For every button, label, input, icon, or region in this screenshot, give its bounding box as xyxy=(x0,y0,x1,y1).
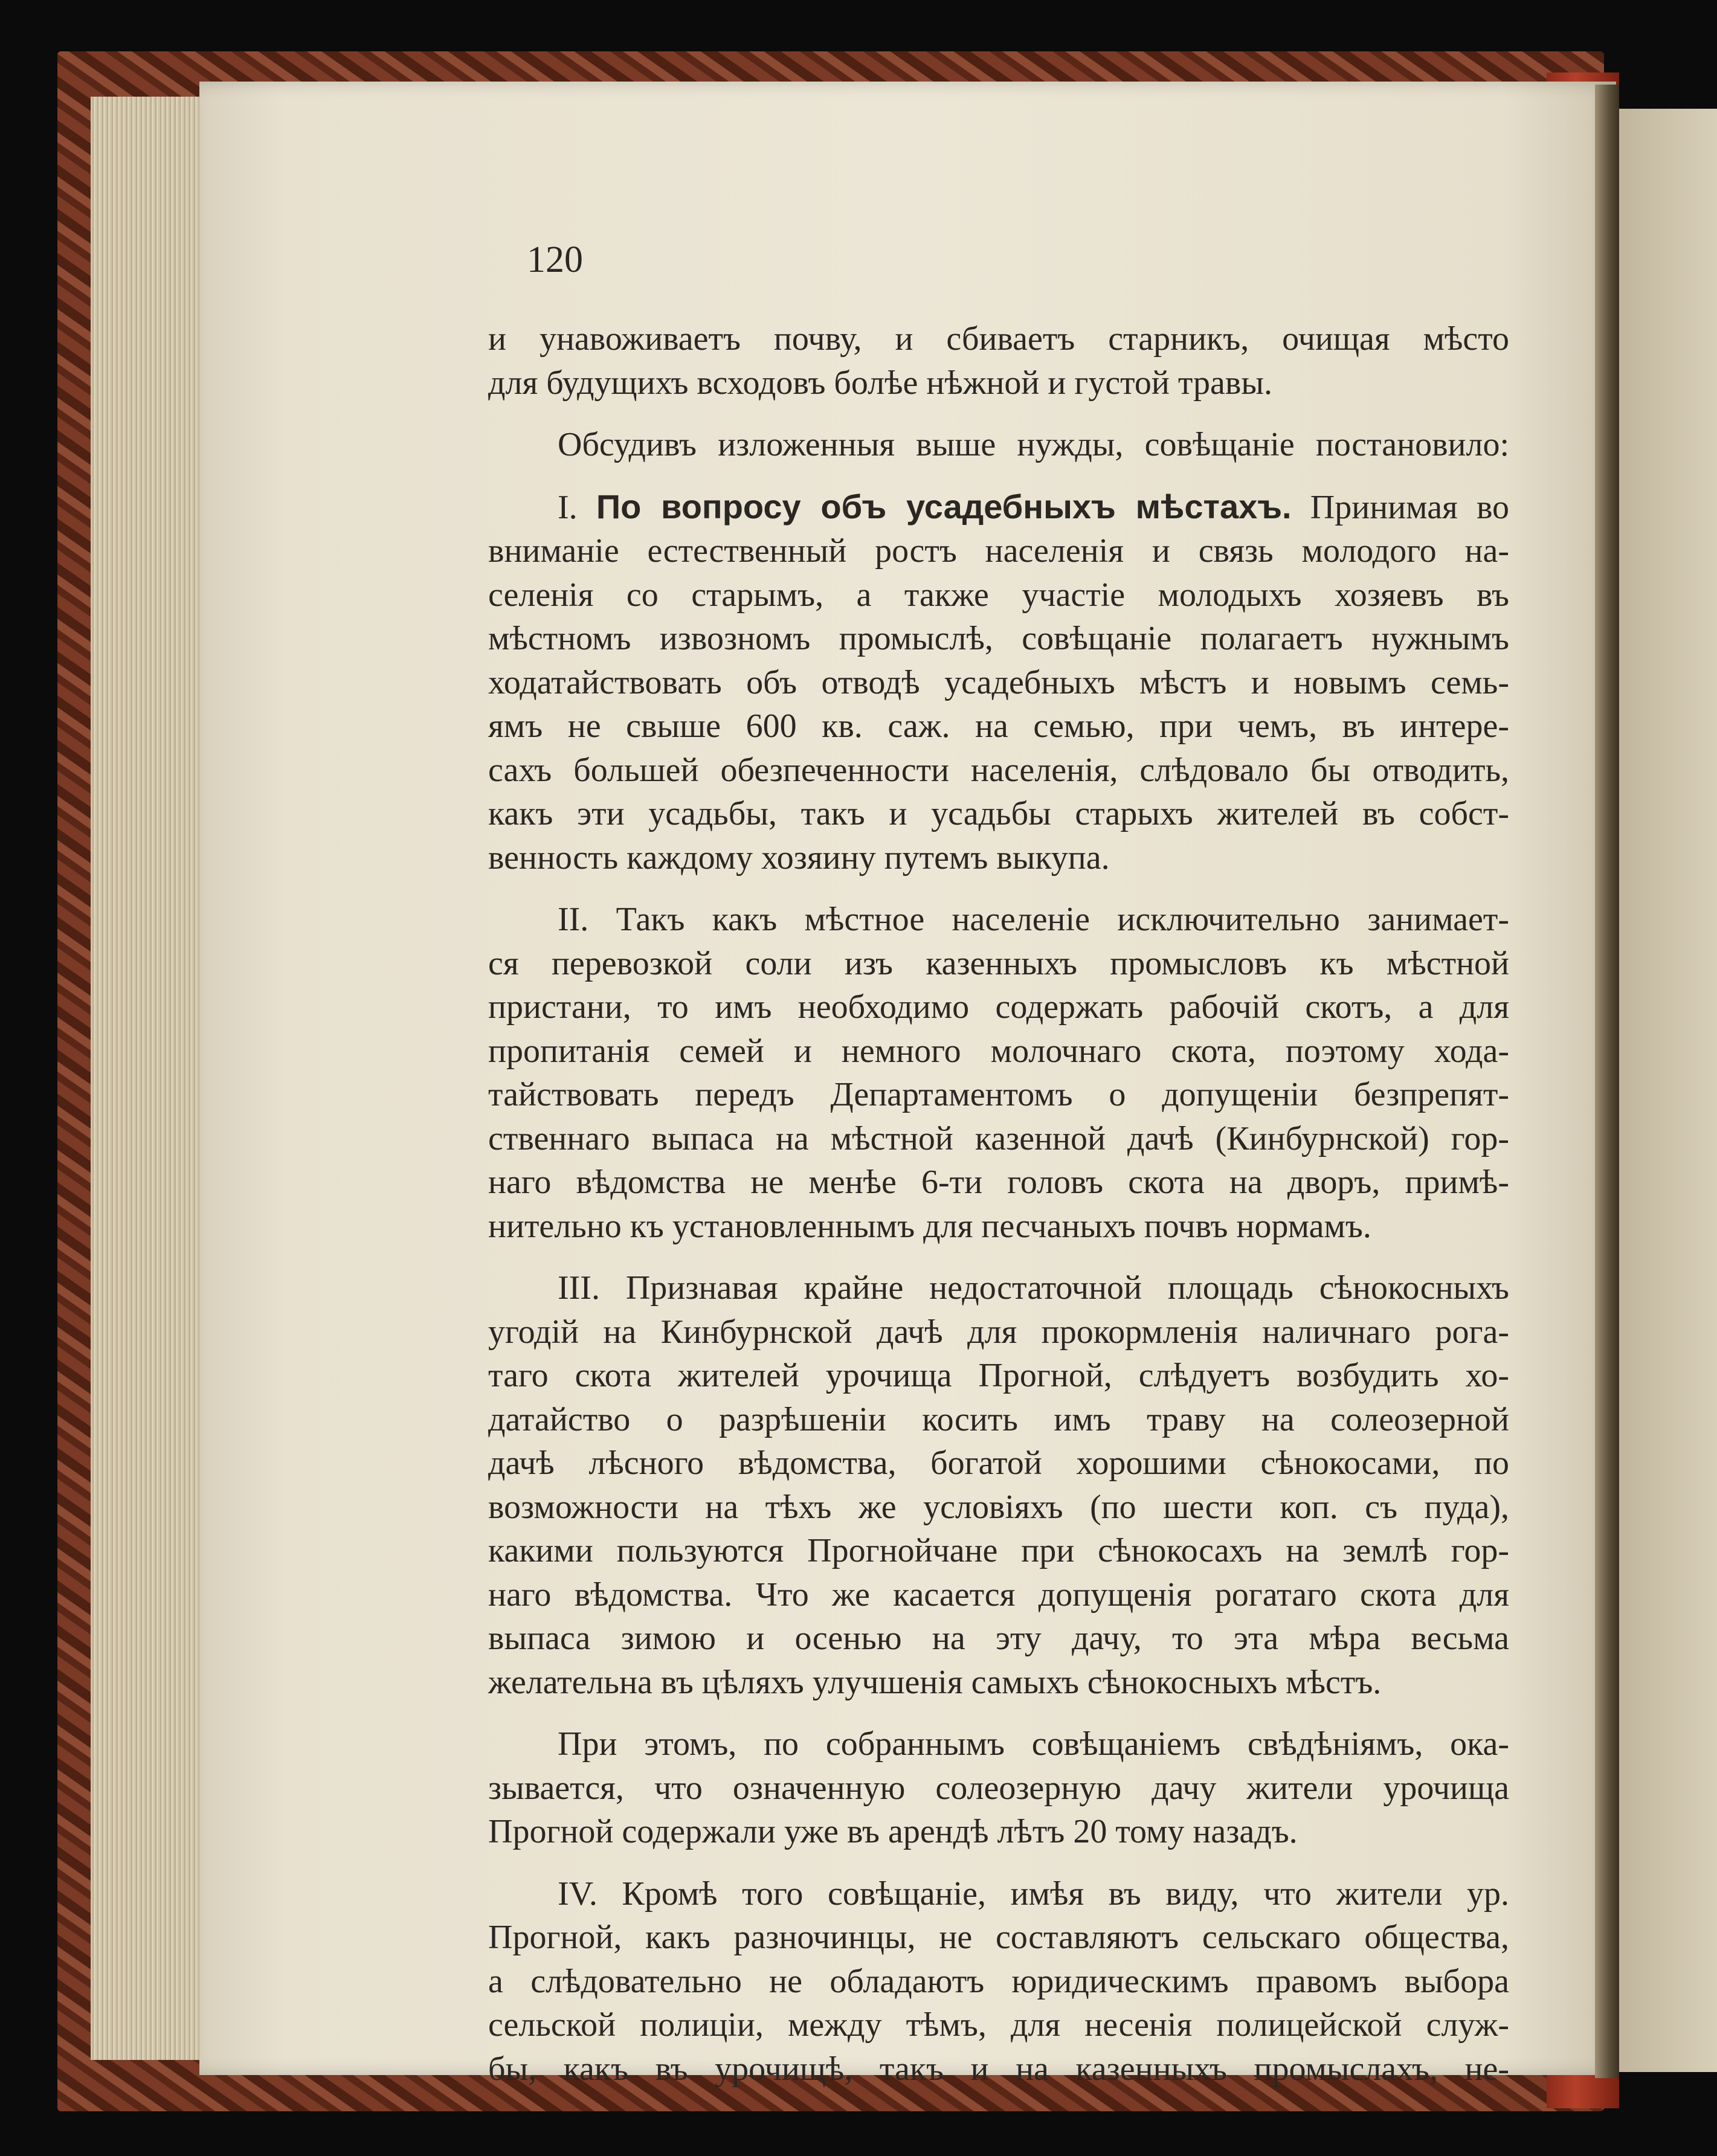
text-line: ямъ не свыше 600 кв. саж. на семью, при чемъ, въ интере- xyxy=(488,707,1509,745)
text-line: сахъ большей обезпеченности населенія, слѣдовало бы отводить, xyxy=(488,751,1509,789)
text-line: какъ эти усадьбы, такъ и усадьбы старыхъ жителей въ собст- xyxy=(488,795,1509,832)
section-heading: По вопросу объ усадебныхъ мѣстахъ. xyxy=(596,487,1292,526)
text-line: Прогной, какъ разночинцы, не составляютъ сельскаго общества, xyxy=(488,1919,1509,1956)
text-line: ходатайствовать объ отводѣ усадебныхъ мѣстъ и новымъ семь- xyxy=(488,663,1509,701)
text-line: пропитанія семей и немного молочнаго скота, поэтому хода- xyxy=(488,1032,1509,1070)
page-number: 120 xyxy=(527,239,583,280)
text-line: дачѣ лѣсного вѣдомства, богатой хорошими сѣнокосами, по xyxy=(488,1444,1509,1482)
text-line: Прогной содержали уже въ арендѣ лѣтъ 20 тому назадъ. xyxy=(488,1813,1298,1850)
text-line: и унавоживаетъ почву, и сбиваетъ старникъ, очищая мѣсто xyxy=(488,320,1509,358)
text-line: II. Такъ какъ мѣстное населеніе исключительно занимает- xyxy=(558,901,1509,938)
text-line: сельской полиціи, между тѣмъ, для несенія полицейской служ- xyxy=(488,2006,1509,2044)
text-line: вниманіе естественный ростъ населенія и связь молодого на- xyxy=(488,532,1509,570)
text-line: тайствовать передъ Департаментомъ о допущеніи безпрепят- xyxy=(488,1076,1509,1113)
text-line: выпаса зимою и осенью на эту дачу, то эта мѣра весьма xyxy=(488,1620,1509,1657)
text-line: Обсудивъ изложенныя выше нужды, совѣщаніе постановило: xyxy=(558,426,1509,463)
text-line: IV. Кромѣ того совѣщаніе, имѣя въ виду, что жители ур. xyxy=(558,1874,1509,1913)
text-line: мѣстномъ извозномъ промыслѣ, совѣщаніе полагаетъ нужнымъ xyxy=(488,620,1509,657)
text-fragment: Принимая во xyxy=(1310,488,1510,526)
text-line: датайство о разрѣшеніи косить имъ траву на солеозерной xyxy=(488,1400,1509,1438)
text-line: зывается, что означенную солеозерную дачу жители урочища xyxy=(488,1769,1509,1807)
text-line xyxy=(488,485,1509,530)
text-line: желательна въ цѣляхъ улучшенія самыхъ сѣнокосныхъ мѣстъ. xyxy=(488,1663,1382,1701)
text-line: какими пользуются Прогнойчане при сѣнокосахъ на землѣ гор- xyxy=(488,1532,1509,1569)
text-line: ственнаго выпаса на мѣстной казенной дачѣ (Кинбурнской) гор- xyxy=(488,1119,1509,1157)
text-line: нительно къ установленнымъ для песчаныхъ почвъ нормамъ. xyxy=(488,1207,1371,1245)
text-line: таго скота жителей урочища Прогной, слѣдуетъ возбудить хо- xyxy=(488,1357,1509,1394)
text-line: ся перевозкой соли изъ казенныхъ промысловъ къ мѣстной xyxy=(488,944,1509,982)
text-line: селенія со старымъ, а также участіе молодыхъ хозяевъ въ xyxy=(488,576,1509,614)
text-line: При этомъ, по собраннымъ совѣщаніемъ свѣдѣніямъ, ока- xyxy=(558,1725,1509,1763)
page-body xyxy=(488,317,1509,2091)
text-line: бы, какъ въ урочищѣ, такъ и на казенныхъ промыслахъ, не- xyxy=(488,2050,1509,2088)
text-line: пристани, то имъ необходимо содержать рабочій скотъ, а для xyxy=(488,988,1509,1026)
text-line: возможности на тѣхъ же условіяхъ (по шести коп. съ пуда), xyxy=(488,1488,1509,1526)
text-line: венность каждому хозяину путемъ выкупа. xyxy=(488,838,1110,877)
section-number: I. xyxy=(558,488,578,526)
text-line: угодій на Кинбурнской дачѣ для прокормленія наличнаго рога- xyxy=(488,1313,1509,1351)
page-gutter xyxy=(1595,85,1619,2078)
facing-page-edge xyxy=(1610,109,1717,2072)
text-line: для будущихъ всходовъ болѣе нѣжной и густой травы. xyxy=(488,364,1272,402)
text-line: наго вѣдомства. Что же касается допущенія рогатаго скота для xyxy=(488,1575,1509,1614)
text-line: наго вѣдомства не менѣе 6-ти головъ скота на дворъ, примѣ- xyxy=(488,1163,1509,1201)
text-line: III. Признавая крайне недостаточной площадь сѣнокосныхъ xyxy=(558,1269,1509,1307)
text-line: а слѣдовательно не обладаютъ юридическимъ правомъ выбора xyxy=(488,1962,1509,2000)
